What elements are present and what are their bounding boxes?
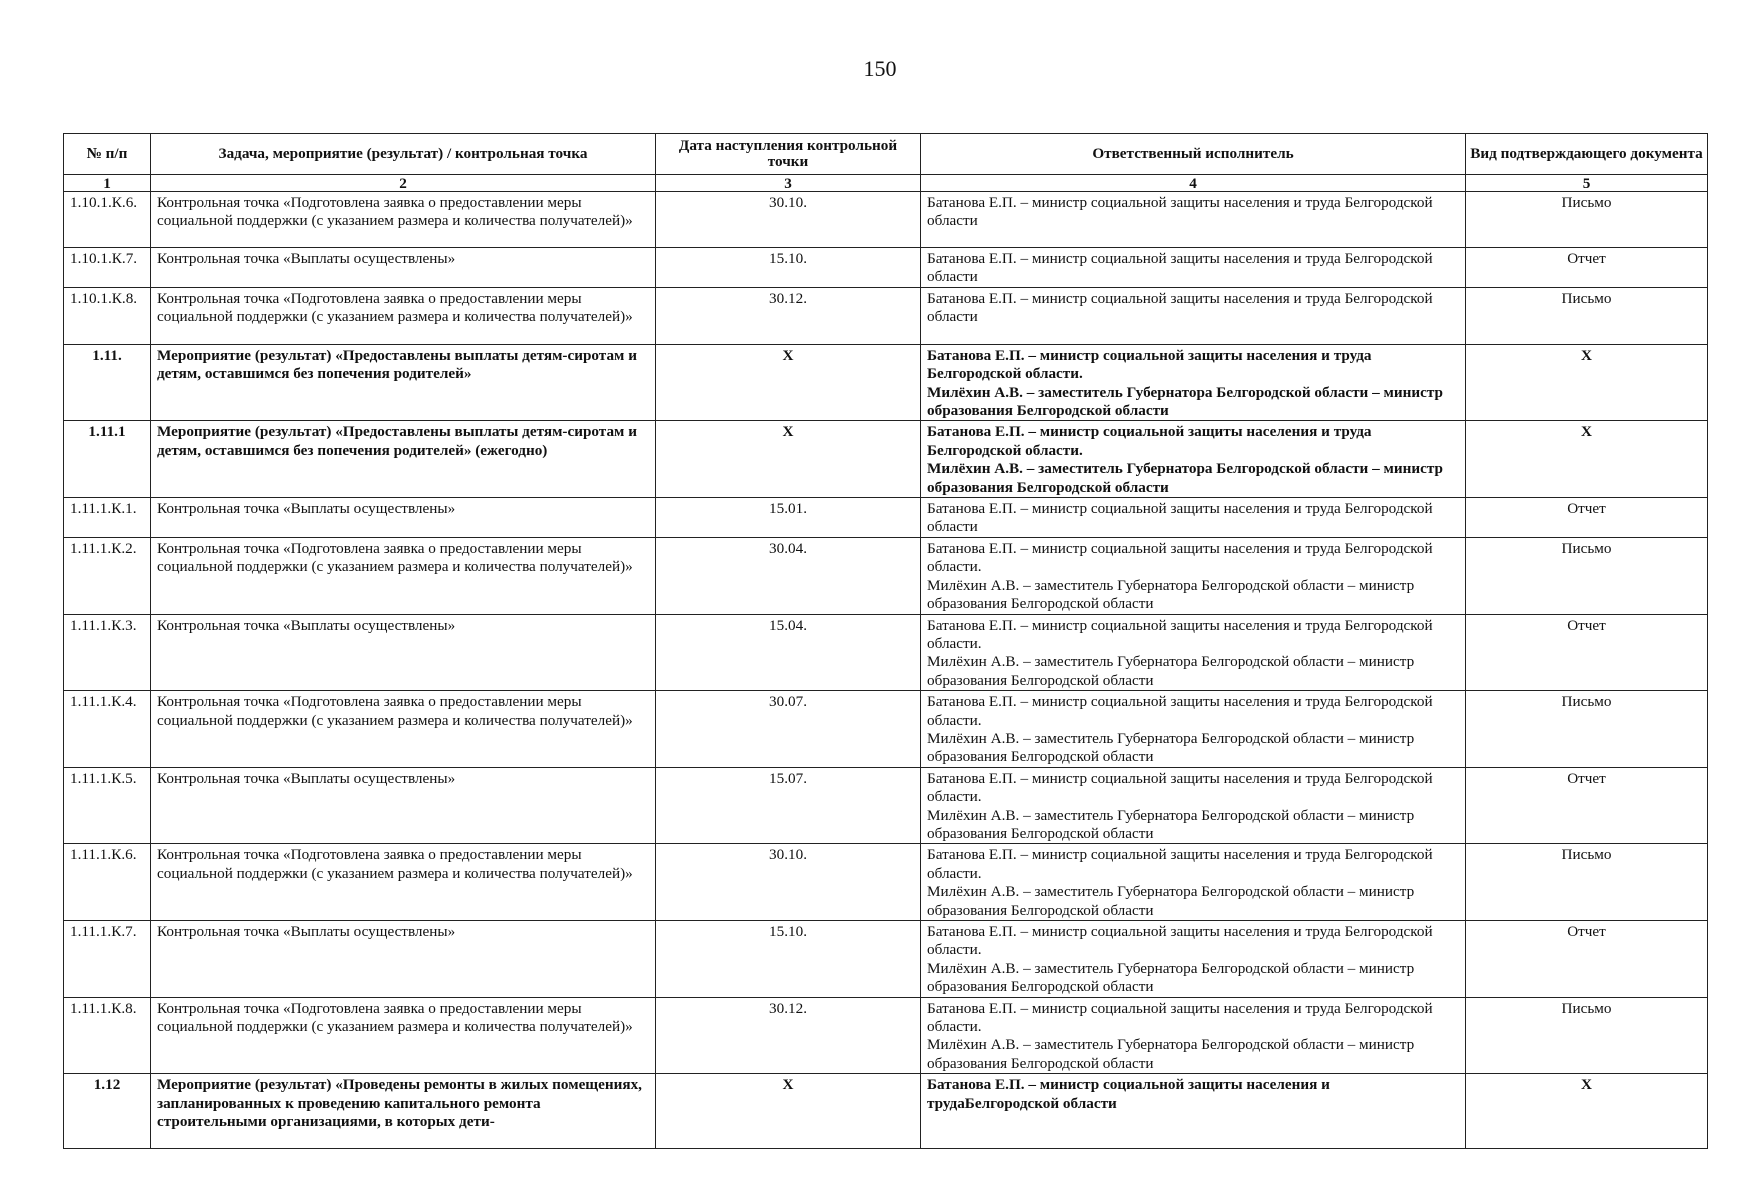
table-body	[64, 192, 1708, 1149]
date-cell: 30.12.	[656, 287, 921, 344]
executor-line: Батанова Е.П. – министр социальной защиты населения и труда Белгородской области.	[927, 693, 1433, 729]
table-row	[64, 614, 1708, 691]
header-document: Вид подтверждающего документа	[1466, 134, 1708, 175]
executor-cell: Батанова Е.П. – министр социальной защиты населения и трудаБелгородской области	[921, 1074, 1466, 1149]
executor-cell	[921, 537, 1466, 614]
task-cell: Мероприятие (результат) «Предоставлены выплаты детям-сиротам и детям, оставшимся без попечения родителей»	[151, 344, 656, 421]
executor-cell	[921, 997, 1466, 1074]
document-type-cell: Отчет	[1466, 767, 1708, 844]
date-cell: 15.01.	[656, 498, 921, 538]
executor-cell	[921, 921, 1466, 998]
column-number: 5	[1466, 175, 1708, 192]
task-cell: Контрольная точка «Выплаты осуществлены»	[151, 767, 656, 844]
document-type-cell: Письмо	[1466, 997, 1708, 1074]
document-type-cell: Х	[1466, 344, 1708, 421]
row-number: 1.12	[64, 1074, 151, 1149]
table-row	[64, 344, 1708, 421]
executor-line: Батанова Е.П. – министр социальной защиты населения и труда Белгородской области.	[927, 346, 1372, 383]
row-number: 1.11.1.К.7.	[64, 921, 151, 998]
document-type-cell: Письмо	[1466, 844, 1708, 921]
task-cell: Контрольная точка «Подготовлена заявка о предоставлении меры социальной поддержки (с указанием размера и количества получателей)»	[151, 844, 656, 921]
executor-line: Милёхин А.В. – заместитель Губернатора Белгородской области – министр образования Белгородской области	[927, 959, 1415, 996]
table-row	[64, 421, 1708, 498]
executor-line: Милёхин А.В. – заместитель Губернатора Белгородской области – министр образования Белгородской области	[927, 383, 1443, 420]
date-cell: Х	[656, 421, 921, 498]
table-header-row	[64, 134, 1708, 175]
date-cell: 30.04.	[656, 537, 921, 614]
document-type-cell: Отчет	[1466, 498, 1708, 538]
column-numbers-row	[64, 175, 1708, 192]
executor-line: Батанова Е.П. – министр социальной защиты населения и труда Белгородской области.	[927, 616, 1433, 652]
table-row	[64, 691, 1708, 768]
executor-cell	[921, 614, 1466, 691]
row-number: 1.11.1.К.5.	[64, 767, 151, 844]
column-number: 3	[656, 175, 921, 192]
column-number: 4	[921, 175, 1466, 192]
date-cell: 15.07.	[656, 767, 921, 844]
executor-line: Милёхин А.В. – заместитель Губернатора Белгородской области – министр образования Белгородской области	[927, 653, 1415, 689]
table-row	[64, 192, 1708, 248]
table-row	[64, 498, 1708, 538]
executor-line: Милёхин А.В. – заместитель Губернатора Белгородской области – министр образования Белгородской области	[927, 729, 1415, 766]
date-cell: Х	[656, 344, 921, 421]
task-cell: Контрольная точка «Выплаты осуществлены»	[151, 921, 656, 998]
task-cell: Контрольная точка «Выплаты осуществлены»	[151, 498, 656, 538]
document-type-cell: Письмо	[1466, 691, 1708, 768]
executor-cell	[921, 344, 1466, 421]
table-row	[64, 997, 1708, 1074]
row-number: 1.10.1.К.8.	[64, 287, 151, 344]
executor-cell: Батанова Е.П. – министр социальной защиты населения и труда Белгородской области	[921, 498, 1466, 538]
executor-line: Батанова Е.П. – министр социальной защиты населения и труда Белгородской области.	[927, 769, 1433, 806]
executor-line: Милёхин А.В. – заместитель Губернатора Белгородской области – министр образования Белгородской области	[927, 806, 1415, 842]
executor-line: Милёхин А.В. – заместитель Губернатора Белгородской области – министр образования Белгородской области	[927, 576, 1415, 613]
executor-cell	[921, 421, 1466, 498]
row-number: 1.11.	[64, 344, 151, 421]
executor-cell	[921, 691, 1466, 768]
executor-cell: Батанова Е.П. – министр социальной защиты населения и труда Белгородской области	[921, 192, 1466, 248]
row-number: 1.11.1.К.3.	[64, 614, 151, 691]
date-cell: 15.10.	[656, 921, 921, 998]
date-cell: Х	[656, 1074, 921, 1149]
executor-line: Батанова Е.П. – министр социальной защиты населения и труда Белгородской области.	[927, 923, 1433, 959]
row-number: 1.11.1.К.6.	[64, 844, 151, 921]
date-cell: 15.10.	[656, 248, 921, 288]
table-row	[64, 1074, 1708, 1149]
row-number: 1.11.1.К.1.	[64, 498, 151, 538]
table-row	[64, 921, 1708, 998]
executor-cell	[921, 767, 1466, 844]
document-type-cell: Отчет	[1466, 921, 1708, 998]
header-number: № п/п	[64, 134, 151, 175]
executor-line: Батанова Е.П. – министр социальной защиты населения и труда Белгородской области.	[927, 999, 1433, 1036]
date-cell: 15.04.	[656, 614, 921, 691]
date-cell: 30.10.	[656, 844, 921, 921]
table-row	[64, 248, 1708, 288]
date-cell: 30.07.	[656, 691, 921, 768]
row-number: 1.10.1.К.7.	[64, 248, 151, 288]
date-cell: 30.12.	[656, 997, 921, 1074]
executor-line: Батанова Е.П. – министр социальной защиты населения и труда Белгородской области.	[927, 846, 1433, 882]
table-row	[64, 767, 1708, 844]
date-cell: 30.10.	[656, 192, 921, 248]
task-cell: Контрольная точка «Подготовлена заявка о предоставлении меры социальной поддержки (с указанием размера и количества получателей)»	[151, 287, 656, 344]
executor-cell: Батанова Е.П. – министр социальной защиты населения и труда Белгородской области	[921, 248, 1466, 288]
page-number: 150	[863, 56, 897, 81]
task-cell: Мероприятие (результат) «Проведены ремонты в жилых помещениях, запланированных к проведению капитального ремонта строительными организациями, в которых дети-	[151, 1074, 656, 1149]
document-type-cell: Письмо	[1466, 537, 1708, 614]
row-number: 1.11.1.К.8.	[64, 997, 151, 1074]
header-executor: Ответственный исполнитель	[921, 134, 1466, 175]
document-type-cell: Отчет	[1466, 248, 1708, 288]
task-cell: Мероприятие (результат) «Предоставлены выплаты детям-сиротам и детям, оставшимся без попечения родителей» (ежегодно)	[151, 421, 656, 498]
executor-line: Батанова Е.П. – министр социальной защиты населения и труда Белгородской области.	[927, 423, 1372, 459]
row-number: 1.11.1	[64, 421, 151, 498]
row-number: 1.10.1.К.6.	[64, 192, 151, 248]
task-cell: Контрольная точка «Подготовлена заявка о предоставлении меры социальной поддержки (с указанием размера и количества получателей)»	[151, 537, 656, 614]
executor-line: Милёхин А.В. – заместитель Губернатора Белгородской области – министр образования Белгородской области	[927, 1036, 1415, 1072]
document-type-cell: Отчет	[1466, 614, 1708, 691]
document-type-cell: Х	[1466, 1074, 1708, 1149]
table-row	[64, 287, 1708, 344]
row-number: 1.11.1.К.2.	[64, 537, 151, 614]
task-cell: Контрольная точка «Выплаты осуществлены»	[151, 248, 656, 288]
task-cell: Контрольная точка «Выплаты осуществлены»	[151, 614, 656, 691]
row-number: 1.11.1.К.4.	[64, 691, 151, 768]
control-points-table	[63, 133, 1708, 1149]
task-cell: Контрольная точка «Подготовлена заявка о предоставлении меры социальной поддержки (с указанием размера и количества получателей)»	[151, 192, 656, 248]
column-number: 1	[64, 175, 151, 192]
executor-cell	[921, 844, 1466, 921]
document-type-cell: Письмо	[1466, 192, 1708, 248]
table-row	[64, 844, 1708, 921]
executor-cell: Батанова Е.П. – министр социальной защиты населения и труда Белгородской области	[921, 287, 1466, 344]
header-date: Дата наступления контрольной точки	[656, 134, 921, 175]
document-type-cell: Х	[1466, 421, 1708, 498]
task-cell: Контрольная точка «Подготовлена заявка о предоставлении меры социальной поддержки (с указанием размера и количества получателей)»	[151, 691, 656, 768]
document-type-cell: Письмо	[1466, 287, 1708, 344]
executor-line: Батанова Е.П. – министр социальной защиты населения и труда Белгородской области.	[927, 539, 1433, 576]
table-row	[64, 537, 1708, 614]
column-number: 2	[151, 175, 656, 192]
header-task: Задача, мероприятие (результат) / контрольная точка	[151, 134, 656, 175]
task-cell: Контрольная точка «Подготовлена заявка о предоставлении меры социальной поддержки (с указанием размера и количества получателей)»	[151, 997, 656, 1074]
executor-line: Милёхин А.В. – заместитель Губернатора Белгородской области – министр образования Белгородской области	[927, 883, 1415, 919]
executor-line: Милёхин А.В. – заместитель Губернатора Белгородской области – министр образования Белгородской области	[927, 460, 1443, 496]
